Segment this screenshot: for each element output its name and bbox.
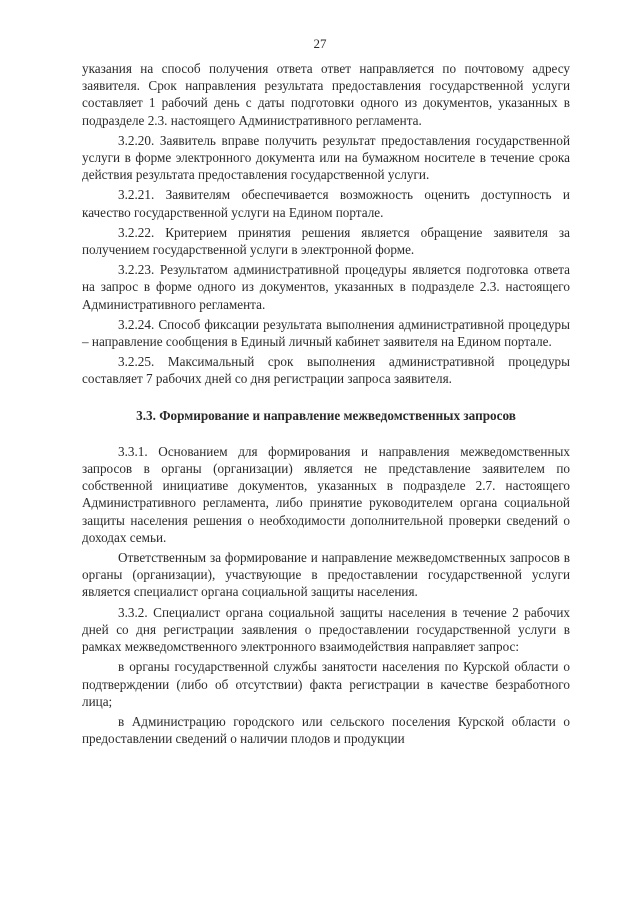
paragraph-3-2-24: 3.2.24. Способ фиксации результата выполнения административной процедуры – направление сообщения в Единый личный кабинет заявителя на Едином портале. (82, 316, 570, 350)
paragraph-administration: в Администрацию городского или сельского поселения Курской области о предоставлении сведений о наличии плодов и продукции (82, 713, 570, 747)
paragraph-employment-service: в органы государственной службы занятости населения по Курской области о подтверждении (либо об отсутствии) факта регистрации в качестве безработного лица; (82, 659, 570, 709)
document-body (82, 60, 570, 750)
page-number: 27 (313, 36, 327, 51)
paragraph-3-3-1: 3.3.1. Основанием для формирования и направления межведомственных запросов в органы (организации) является не представление заявителем по собственной инициативе документов, указанных в подразделе 2.7. настоящего Административного регламента, либо принятие руководителем органа социальной защиты населения решения о необходимости дополнительной проверки сведений о доходах семьи. (82, 443, 570, 545)
paragraph-3-2-25: 3.2.25. Максимальный срок выполнения административной процедуры составляет 7 рабочих дней со дня регистрации запроса заявителя. (82, 354, 570, 387)
paragraph-3-2-22: 3.2.22. Критерием принятия решения является обращение заявителя за получением государственной услуги в электронной форме. (82, 224, 570, 258)
paragraph-continuation: указания на способ получения ответа ответ направляется по почтовому адресу заявителя. Срок направления результата предоставления государственной услуги составляет 1 рабочий день с даты подготовки одного из документов, указанных в подразделе 2.3. настоящего Административного регламента. (82, 61, 570, 128)
section-heading: 3.3. Формирование и направление межведомственных запросов (136, 407, 516, 423)
paragraph-3-2-21: 3.2.21. Заявителям обеспечивается возможность оценить доступность и качество государственной услуги на Едином портале. (82, 187, 570, 220)
paragraph-3-2-20: 3.2.20. Заявитель вправе получить результат предоставления государственной услуги в форме электронного документа или на бумажном носителе в течение срока действия результата предоставления государственной услуги. (82, 132, 570, 183)
paragraph-responsible: Ответственным за формирование и направление межведомственных запросов в органы (организации), участвующие в предоставлении государственной услуги является специалист органа социальной защиты населения. (82, 550, 570, 600)
paragraph-3-2-23: 3.2.23. Результатом административной процедуры является подготовка ответа на запрос в форме одного из документов, указанных в подразделе 2.3. настоящего Административного регламента. (82, 262, 570, 312)
paragraph-3-3-2: 3.3.2. Специалист органа социальной защиты населения в течение 2 рабочих дней со дня регистрации заявления о предоставлении государственной услуги в рамках межведомственного электронного взаимодействия направляет запрос: (82, 604, 570, 655)
